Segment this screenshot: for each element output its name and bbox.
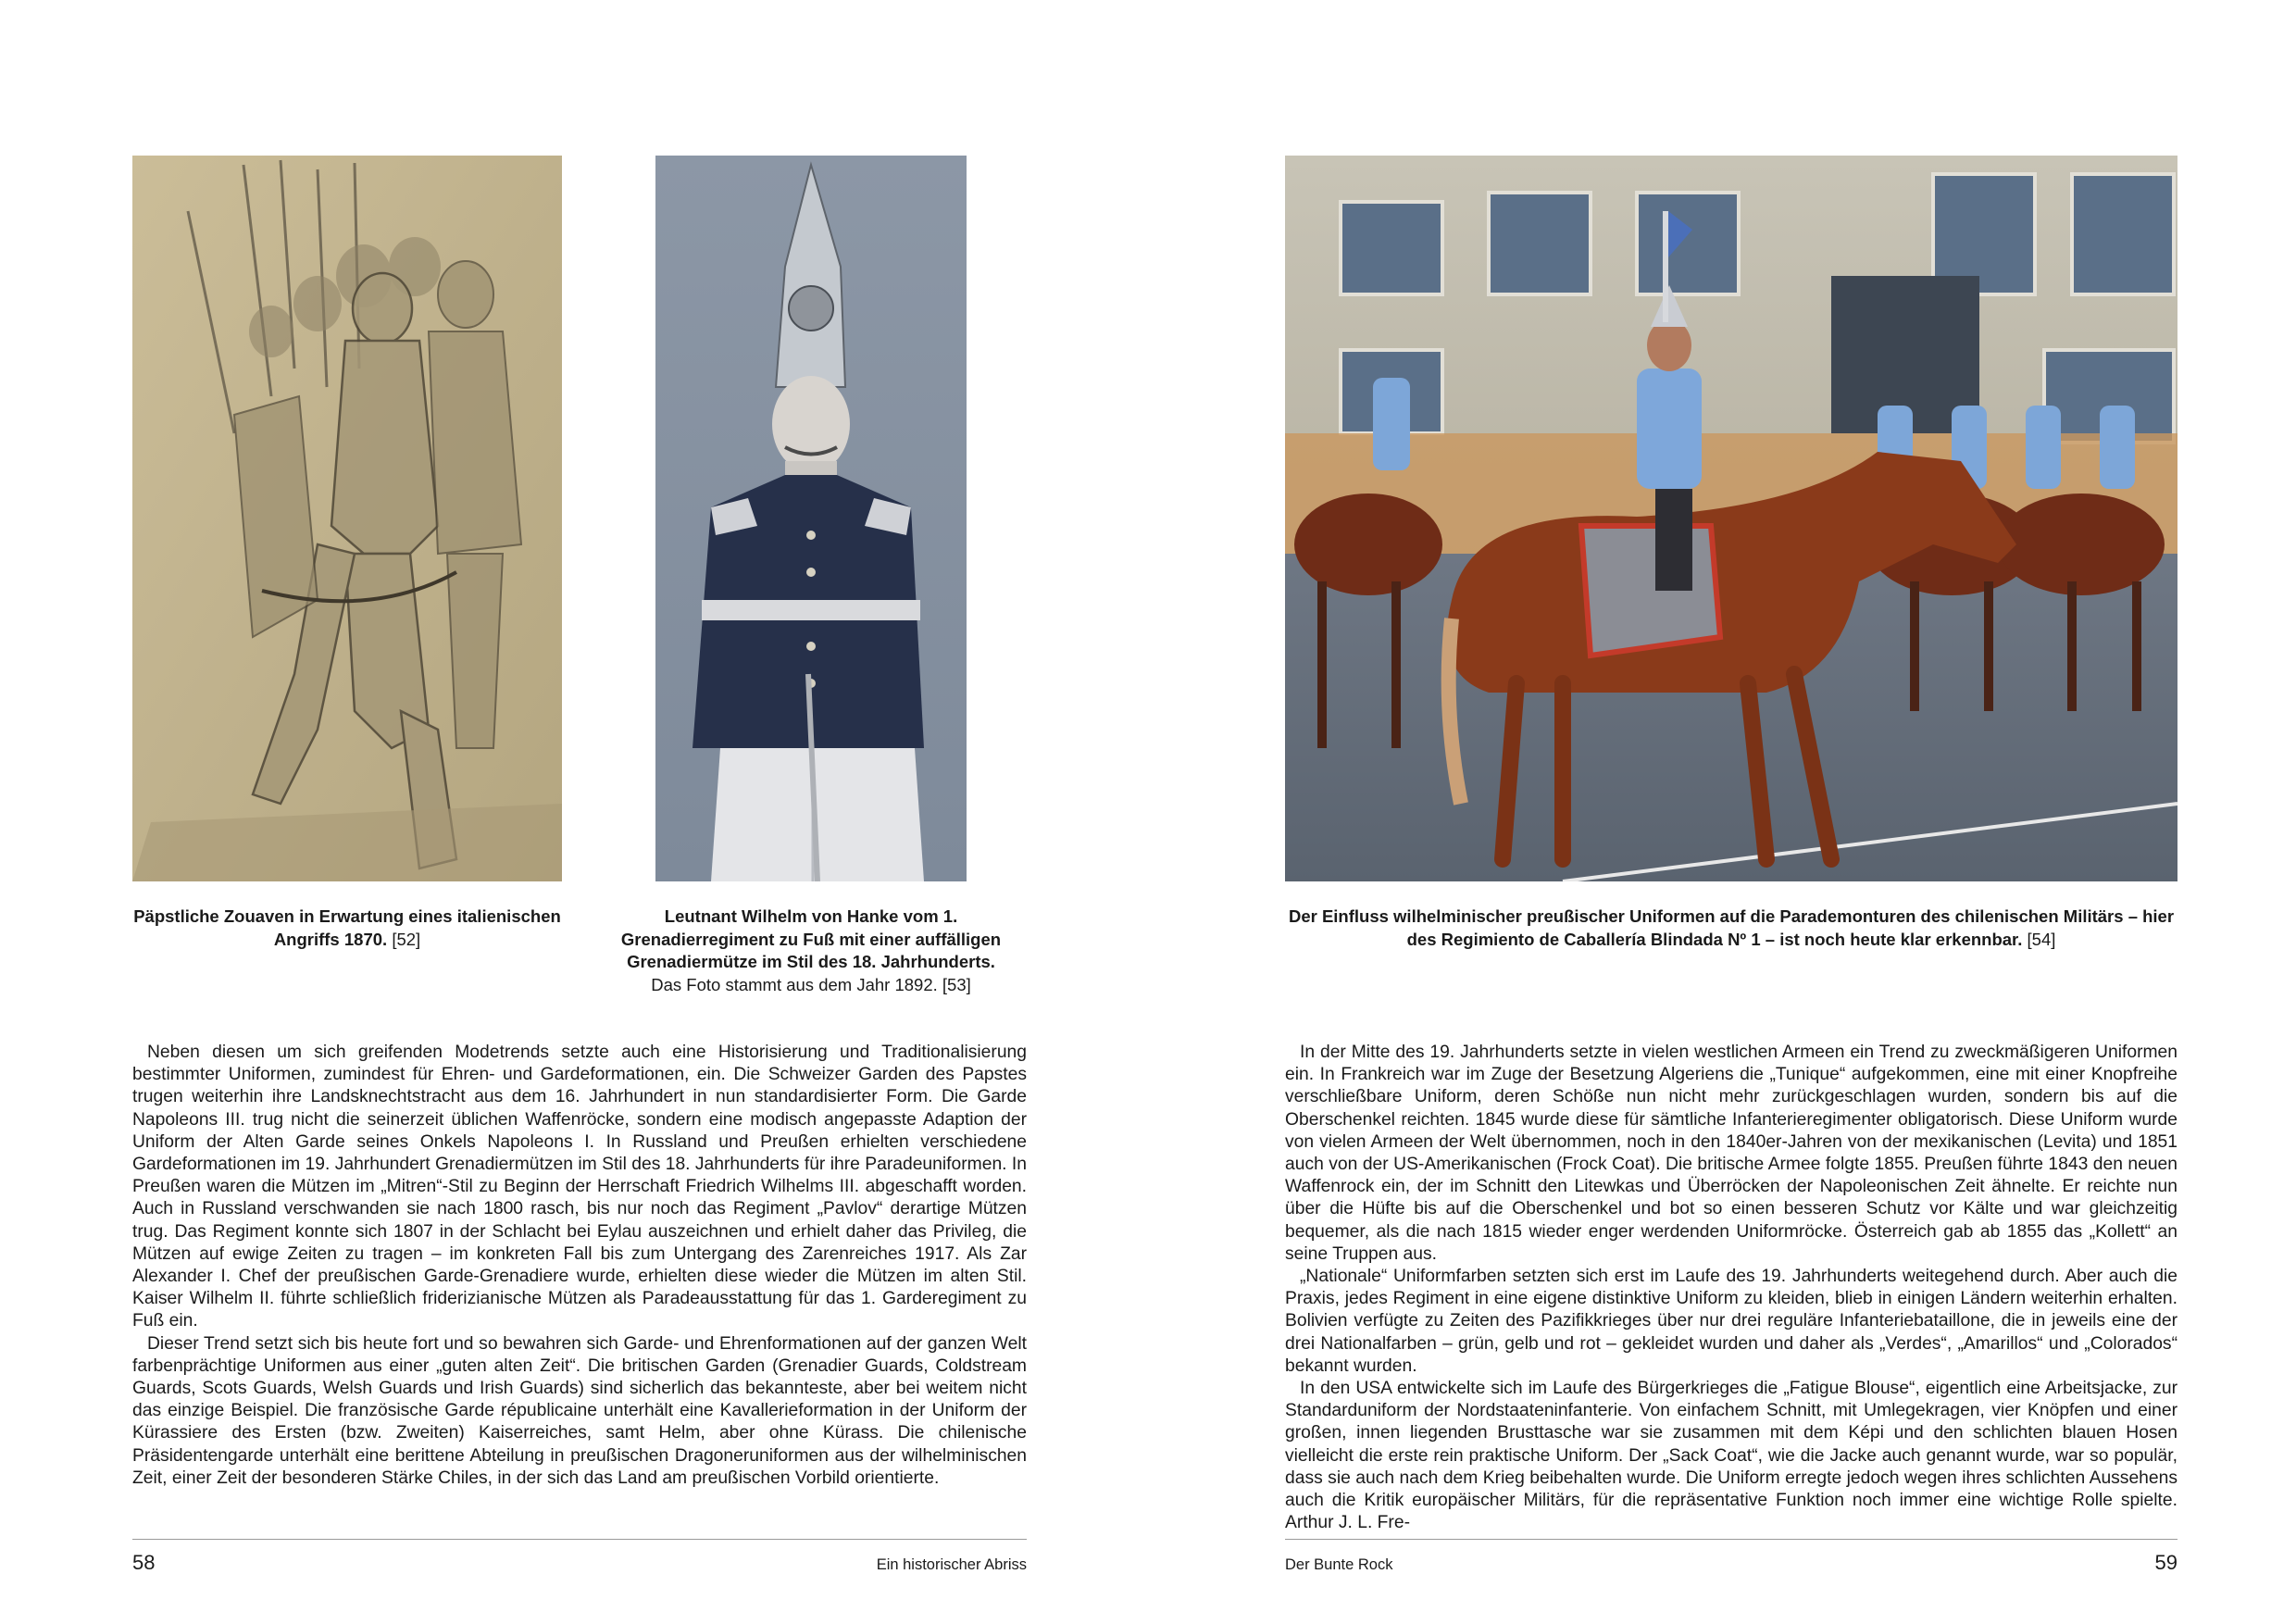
zouaves-drawing-image: [132, 156, 562, 881]
paragraph: In der Mitte des 19. Jahrhunderts setzte in vielen westlichen Armeen ein Trend zu zweckmäßigeren Uniformen ein. In Frankreich war im Zuge der Besetzung Algeriens die „Tunique“ aufgekommen, eine mit einer Knopfreihe verschließbare Uniform, deren Schöße nun nicht mehr zurückgeschlagen wurden, sondern bis auf die Oberschenkel reichten. 1845 wurde diese für sämtliche Infanterieregimenter obligatorisch. Diese Uniform wurde von vielen Armeen der Welt übernommen, noch in den 1840er-Jahren von der mexikanischen (Levita) und 1851 auch von der US-Amerikanischen (Frock Coat). Die britische Armee folgte 1855. Preußen führte 1843 den neuen Waffenrock ein, der im Schnitt den Litewkas und Überröcken der Napoleonischen Zeit ähnelte. Er reichte nun über die Hüfte bis auf die Oberschenkel und bot so einen besseren Schutz vor Kälte und war gleichzeitig bequemer, als die nach 1815 wieder enger werdenden Uniformröcke. Österreich gab ab 1855 das „Kollett“ an seine Truppen aus.: [1285, 1043, 2177, 1264]
running-title: Ein historischer Abriss: [876, 1556, 1027, 1573]
caption-zouaves: [132, 906, 562, 951]
figure-zouaves-drawing: [132, 156, 562, 881]
paragraph: Neben diesen um sich greifenden Modetrends setzte auch eine Historisierung und Traditionalisierung bestimmter Uniformen, zumindest für Ehren- und Gardeformationen, ein. Die Schweizer Garden des Papstes trugen weiterhin ihre Landsknechtstracht aus dem 16. Jahrhundert in nun standardisierter Form. Die Garde Napoleons III. trug nicht die seinerzeit üblichen Waffenröcke, sondern eine modisch angepasste Adaption der Uniform der Alten Garde seines Onkels Napoleons I. In Russland und Preußen erhielten verschiedene Gardeformationen im 19. Jahrhundert Grenadiermützen im Stil des 18. Jahrhunderts für ihre Paradeuniformen. In Preußen waren die Mützen im „Mitren“-Stil zu Beginn der Herrschaft Friedrich Wilhelms III. abgeschafft worden. Auch in Russland verschwanden sie nach 1800 rasch, bis nur noch das Regiment „Pavlov“ derartige Mützen trug. Das Regiment konnte sich 1807 in der Schlacht bei Eylau auszeichnen und erhielt daher das Privileg, die Mützen auf ewige Zeiten zu tragen – im konkreten Fall bis zum Untergang des Zarenreiches 1917. Als Zar Alexander I. Chef der preußischen Garde-Grenadiere wurde, erhielten diese wieder die Mützen im alten Stil. Kaiser Wilhelm II. führte schließlich friderizianische Mützen als Paradeausstattung für das 1. Garderegiment zu Fuß ein.: [132, 1043, 1027, 1331]
figure-lieutenant-photo: [655, 156, 967, 881]
page-number: 59: [2154, 1551, 2177, 1574]
left-body-text: [132, 1042, 1027, 1490]
paragraph: In den USA entwickelte sich im Laufe des Bürgerkrieges die „Fatigue Blouse“, eigentlich eine Arbeitsjacke, zur Standarduniform der Nordstaateninfanterie. Von einfachem Schnitt, mit Umlegekragen, vier Knöpfen und einer großen, innen liegenden Brusttasche war sie zusammen mit dem Képi und den schlichten blauen Hosen vielleicht die erste rein praktische Uniform. Der „Sack Coat“, wie die Jacke auch genannt wurde, war so populär, dass sie auch nach dem Krieg beibehalten wurde. Die Uniform erregte jedoch wegen ihres schlichten Aussehens auch die Kritik europäischer Militärs, für die repräsentative Funktion noch immer eine wichtige Rolle spielte. Arthur J. L. Fre-: [1285, 1379, 2177, 1533]
caption-lieutenant-ref: [53]: [942, 974, 971, 994]
caption-lieutenant-text: Das Foto stammt aus dem Jahr 1892.: [651, 974, 938, 994]
caption-zouaves-ref: [52]: [392, 929, 421, 949]
paragraph: Dieser Trend setzt sich bis heute fort und so bewahren sich Garde- und Ehrenformationen auf der ganzen Welt farbenprächtige Uniformen aus einer „guten alten Zeit“. Die britischen Garden (Grenadier Guards, Coldstream Guards, Scots Guards, Welsh Guards und Irish Guards) sind sicherlich das bekannteste, aber bei weitem nicht das einzige Beispiel. Die französische Garde républicaine unterhält eine Kavallerieformation in der Uniform der Kürassiere des Ersten (bzw. Zweiten) Kaiserreiches, samt Helm, aber ohne Kürass. Die chilenische Präsidentengarde unterhält eine berittene Abteilung in preußischen Dragoneruniformen aus der wilhelminischen Zeit, einer Zeit der besonderen Stärke Chiles, in der sich das Land am preußischen Vorbild orientierte.: [132, 1333, 1027, 1488]
caption-cavalry-ref: [54]: [2027, 929, 2056, 949]
right-page: [1148, 0, 2296, 1624]
footer-rule: [132, 1539, 1027, 1540]
caption-cavalry-bold: Der Einfluss wilhelminischer preußischer Uniformen auf die Parademonturen des chilenischen Militärs – hier des Regimiento de Caballería Blindada Nº 1 – ist noch heute klar erkennbar.: [1288, 906, 2175, 949]
lieutenant-photo-image: [655, 156, 967, 881]
caption-lieutenant-bold: Leutnant Wilhelm von Hanke vom 1. Grenadierregiment zu Fuß mit einer auffälligen Grenadiermütze im Stil des 18. Jahrhunderts.: [620, 906, 1002, 971]
footer-rule: [1285, 1539, 2177, 1540]
figure-cavalry-photo: [1285, 156, 2177, 881]
caption-lieutenant: [611, 906, 1011, 996]
cavalry-photo-image: [1285, 156, 2177, 881]
caption-zouaves-bold: Päpstliche Zouaven in Erwartung eines italienischen Angriffs 1870.: [133, 906, 561, 949]
right-body-text: [1285, 1042, 2177, 1534]
paragraph: „Nationale“ Uniformfarben setzten sich erst im Laufe des 19. Jahrhunderts weitegehend durch. Aber auch die Praxis, jedes Regiment in eine eigene distinktive Uniform zu kleiden, blieb in einigen Ländern weiterhin erhalten. Bolivien verfügte zu Zeiten des Pazifikkrieges über nur drei reguläre Infanteriebataillone, die in jeweils eine der drei Nationalfarben – grün, gelb und rot – gekleidet wurden und daher als „Verdes“, „Amarillos“ und „Colorados“ bekannt wurden.: [1285, 1267, 2177, 1376]
running-title: Der Bunte Rock: [1285, 1556, 1393, 1573]
page-number: 58: [132, 1551, 156, 1574]
caption-cavalry: [1285, 906, 2177, 951]
